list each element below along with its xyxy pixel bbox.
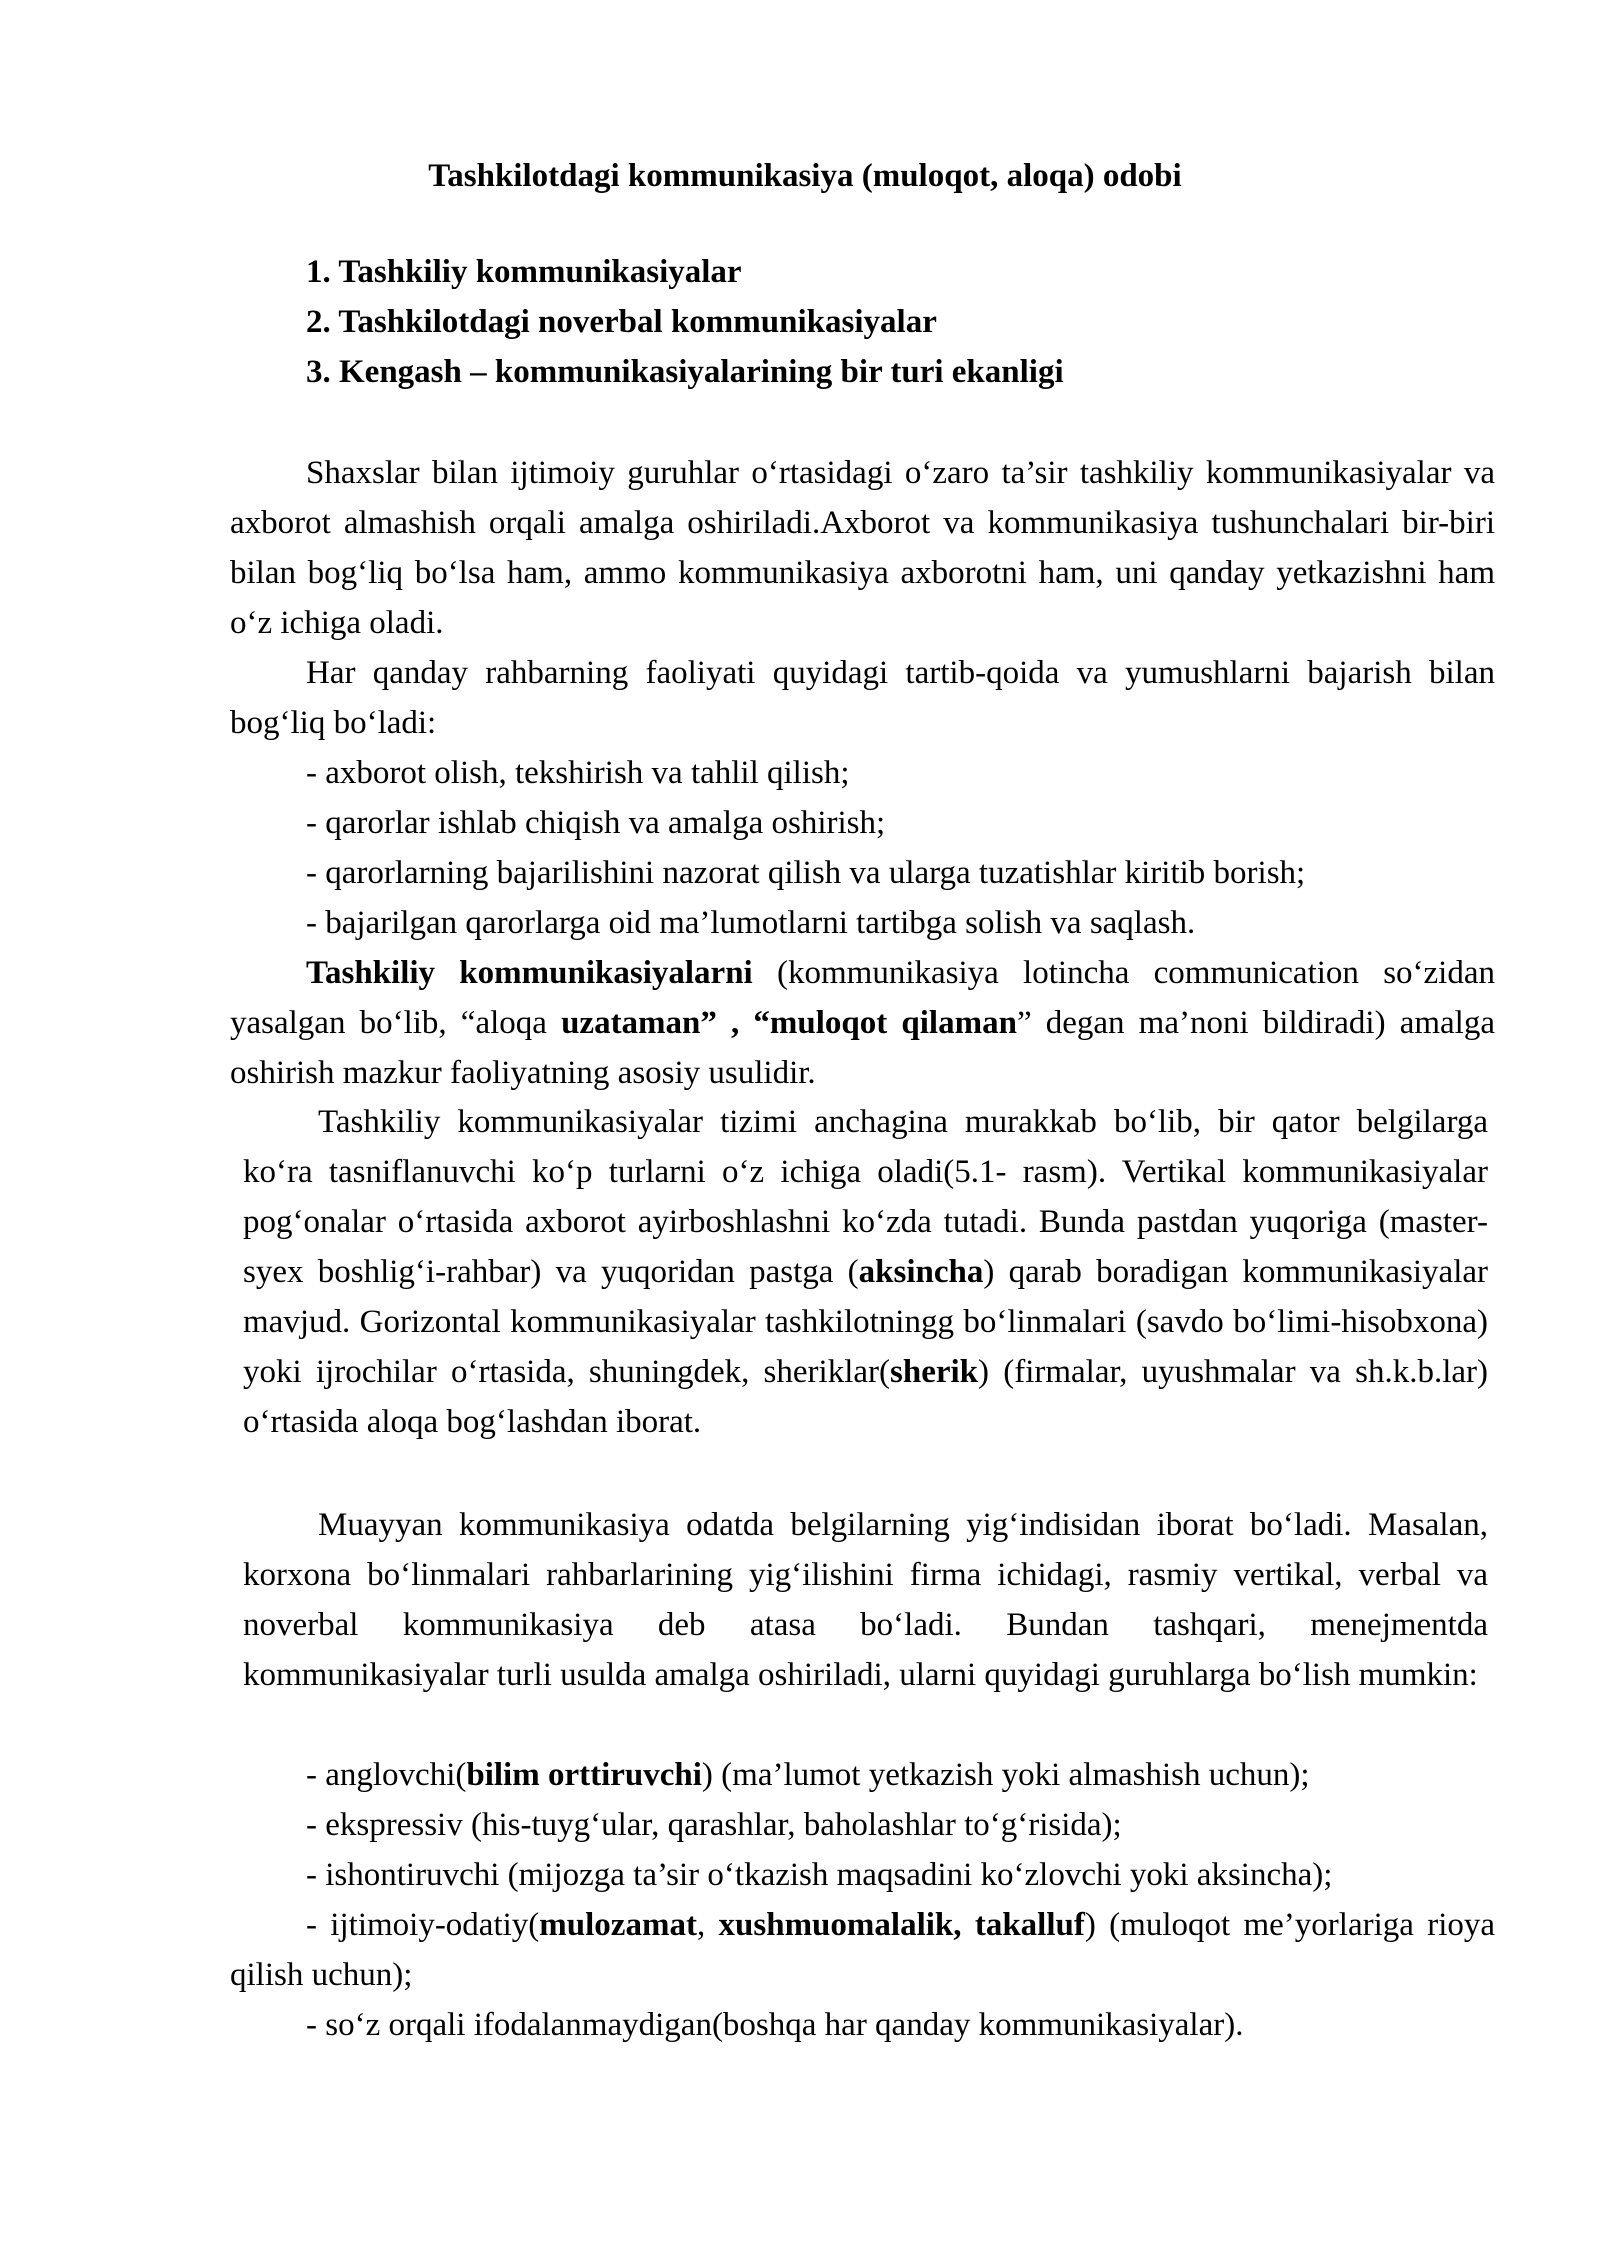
toc-item-1: 1. Tashkiliy kommunikasiyalar — [306, 254, 742, 290]
toc-item-2: 2. Tashkilotdagi noverbal kommunikasiyalar — [306, 304, 937, 340]
paragraph-5: Muayyan kommunikasiya odatda belgilarning yig‘indisidan iborat bo‘ladi. Masalan, korxona bo‘linmalari rahbarlarining yig‘ilishini firma ichidagi, rasmiy vertikal, verbal va noverbal kommunikasiya deb atasa bo‘ladi. Bundan tashqari, menejmentda kommunikasiyalar turli usulda amalga oshiriladi, ularni quyidagi guruhlarga bo‘lish mumkin: — [243, 1507, 1488, 1693]
list2-item-4 — [230, 1900, 1495, 2000]
list2-item-1 — [230, 1750, 1495, 1800]
list1-item-1: - axborot olish, tekshirish va tahlil qilish; — [306, 755, 850, 791]
list2-item-3: - ishontiruvchi (mijozga ta’sir o‘tkazish maqsadini ko‘zlovchi yoki aksincha); — [306, 1857, 1333, 1893]
list1-item-4: - bajarilgan qarorlarga oid ma’lumotlarni tartibga solish va saqlash. — [306, 905, 1196, 941]
list2-item-5: - so‘z orqali ifodalanmaydigan(boshqa har qanday kommunikasiyalar). — [306, 2007, 1244, 2043]
paragraph-2: Har qanday rahbarning faoliyati quyidagi tartib-qoida va yumushlarni bajarish bilan bog‘liq bo‘ladi: — [230, 655, 1495, 741]
p3-bold-1: Tashkiliy kommunikasiyalarni — [306, 955, 753, 991]
list2-item-1-pre: - anglovchi( — [306, 1757, 467, 1793]
p4-text-1: Tashkiliy kommunikasiyalar tizimi anchagina murakkab bo‘lib, bir qator belgilarga ko‘ra tasniflanuvchi ko‘p turlarni o‘z ichiga oladi(5.1- rasm). Vertikal kommunikasiyalar pog‘onalar o‘rtasida axborot ayirboshlashni ko‘zda tutadi. Bunda pastdan yuqoriga (master-syex boshlig‘i-rahbar) va yuqoridan pastga ( — [243, 1104, 1488, 1290]
document-title: Tashkilotdagi kommunikasiya (muloqot, aloqa) odobi — [428, 158, 1182, 194]
paragraph-4 — [243, 1097, 1488, 1447]
paragraph-3 — [230, 948, 1495, 1098]
p4-text-2: ) qarab boradigan kommunikasiyalar mavjud. Gorizontal kommunikasiyalar tashkilotningg bo‘linmalari (savdo bo‘limi-hisobxona) yoki ijrochilar o‘rtasida, shuningdek, sheriklar( — [243, 1254, 1489, 1390]
text-block-2 — [243, 1097, 1488, 1447]
list2-item-4-pre: - ijtimoiy-odatiy( — [306, 1907, 540, 1943]
list2-item-4-sep: , — [696, 1907, 719, 1943]
p3-bold-2: uzataman” , “muloqot qilaman — [561, 1005, 1017, 1041]
list2-item-1-post: ) (ma’lumot yetkazish yoki almashish uchun); — [701, 1757, 1310, 1793]
text-block-3 — [243, 1500, 1488, 1700]
list2-item-4-post: ) (muloqot me’yorlariga rioya qilish uchun); — [230, 1907, 1496, 1993]
list2-item-4-bold-1: mulozamat — [539, 1907, 697, 1943]
list1-item-3: - qarorlarning bajarilishini nazorat qilish va ularga tuzatishlar kiritib borish; — [306, 855, 1306, 891]
p4-text-3: ) (firmalar, uyushmalar va sh.k.b.lar) o‘rtasida aloqa bog‘lashdan iborat. — [243, 1354, 1489, 1440]
p4-bold-1: aksincha — [858, 1254, 984, 1290]
list2-item-4-bold-2: xushmuomalalik, takalluf — [718, 1907, 1085, 1943]
list1-item-2: - qarorlar ishlab chiqish va amalga oshirish; — [306, 805, 886, 841]
p3-text-1: (kommunikasiya lotincha communication so‘zidan yasalgan bo‘lib, “aloqa — [230, 955, 1495, 1041]
p3-text-2: ” degan ma’noni bildiradi) amalga oshirish mazkur faoliyatning asosiy usulidir. — [230, 1005, 1496, 1091]
table-of-contents — [306, 247, 1064, 397]
p4-bold-2: sherik — [890, 1354, 979, 1390]
list2-item-1-bold: bilim orttiruvchi — [466, 1757, 702, 1793]
paragraph-1: Shaxslar bilan ijtimoiy guruhlar o‘rtasidagi o‘zaro ta’sir tashkiliy kommunikasiyalar va axborot almashish orqali amalga oshiriladi.Axborot va kommunikasiya tushunchalari bir-biri bilan bog‘liq bo‘lsa ham, ammo kommunikasiya axborotni ham, uni qanday yetkazishni ham o‘z ichiga oladi. — [230, 455, 1495, 641]
text-block-1 — [230, 448, 1495, 1098]
list2-item-2: - ekspressiv (his-tuyg‘ular, qarashlar, baholashlar to‘g‘risida); — [306, 1807, 1122, 1843]
toc-item-3: 3. Kengash – kommunikasiyalarining bir turi ekanligi — [306, 354, 1064, 390]
text-block-4 — [230, 1750, 1495, 2050]
